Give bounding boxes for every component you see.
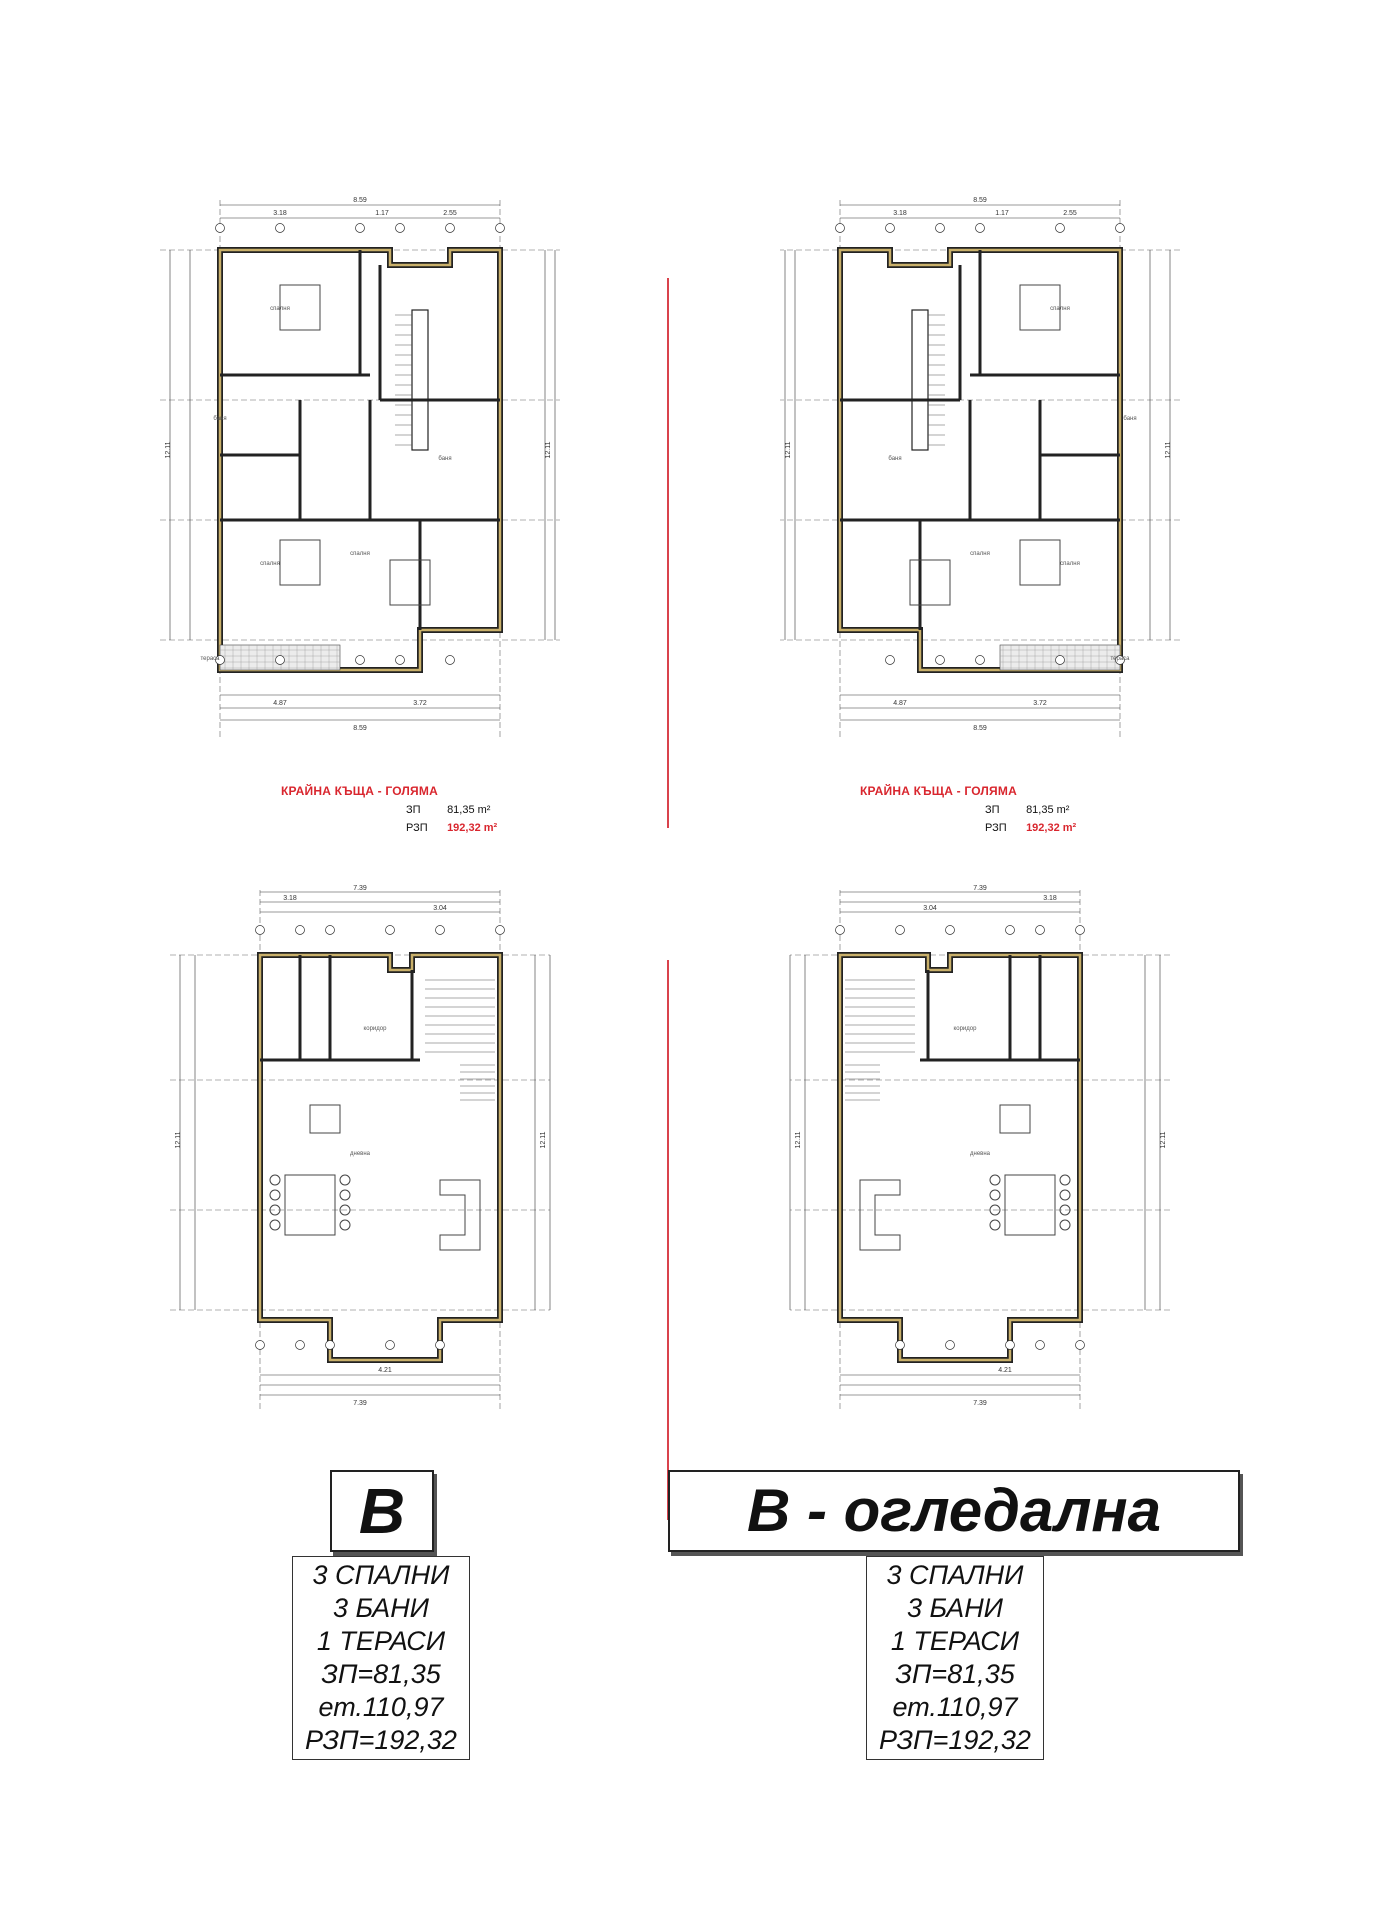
grid-bubble (1036, 926, 1045, 935)
bed-icon (910, 560, 950, 605)
staircase (912, 310, 928, 450)
chair-icon (990, 1175, 1000, 1185)
sofa-icon (440, 1180, 480, 1250)
caption-zp-value: 81,35 m² (447, 804, 491, 816)
caption-zp-row (985, 804, 1160, 816)
dining-table-icon (285, 1175, 335, 1235)
dim-label: 3.18 (273, 210, 287, 217)
dim-label: 3.72 (413, 700, 427, 707)
chair-icon (270, 1175, 280, 1185)
dim-label: 2.55 (1063, 210, 1077, 217)
dim-label: 3.18 (893, 210, 907, 217)
grid-bubble (976, 656, 985, 665)
caption-zp-value: 81,35 m² (1026, 804, 1070, 816)
dining-table-icon (1005, 1175, 1055, 1235)
chair-icon (270, 1190, 280, 1200)
room-label: баня (213, 416, 227, 422)
grid-bubble (896, 1341, 905, 1350)
grid-bubble (1006, 1341, 1015, 1350)
table-icon (1000, 1105, 1030, 1133)
dim-label: 4.87 (893, 700, 907, 707)
grid-bubble (296, 926, 305, 935)
grid-bubble (446, 656, 455, 665)
divider-line-lower (667, 960, 669, 1520)
dim-label: 12.11 (1160, 1131, 1167, 1149)
grid-bubble (1006, 926, 1015, 935)
room-label: коридор (363, 1026, 387, 1032)
grid-bubble (836, 224, 845, 233)
grid-bubble (836, 926, 845, 935)
chair-icon (340, 1190, 350, 1200)
room-label: спалня (270, 306, 290, 312)
spec-line: ет.110,97 (892, 1692, 1018, 1722)
sofa-icon (860, 1180, 900, 1250)
divider-line-upper (667, 278, 669, 828)
grid-bubble (436, 1341, 445, 1350)
dim-label: 12.11 (785, 441, 792, 459)
grid-bubble (326, 926, 335, 935)
caption-rzp-value: 192,32 m² (447, 822, 498, 834)
plan-caption-left (281, 784, 581, 834)
grid-bubble (356, 224, 365, 233)
floor-plan-lower-left (150, 880, 570, 1420)
dim-label: 7.39 (353, 1400, 367, 1407)
dim-label: 3.18 (1043, 895, 1057, 902)
grid-bubble (946, 1341, 955, 1350)
chair-icon (1060, 1220, 1070, 1230)
spec-box-left (292, 1556, 470, 1760)
spec-line: 3 БАНИ (906, 1593, 1004, 1623)
ground-floor-plan-svg (770, 880, 1190, 1420)
grid-bubble (396, 224, 405, 233)
room-label: коридор (953, 1026, 977, 1032)
spec-line: ЗП=81,35 (895, 1659, 1015, 1689)
caption-zp-label: ЗП (985, 804, 1000, 816)
grid-bubble (1036, 1341, 1045, 1350)
table-icon (310, 1105, 340, 1133)
plan-labels (795, 885, 1167, 1407)
grid-bubble (896, 926, 905, 935)
grid-bubble (1056, 656, 1065, 665)
grid-bubble (256, 1341, 265, 1350)
grid-bubble (1076, 926, 1085, 935)
spec-line: 3 СПАЛНИ (886, 1560, 1024, 1590)
dim-label: 3.04 (433, 905, 447, 912)
chair-icon (340, 1175, 350, 1185)
caption-title: КРАЙНА КЪЩА - ГОЛЯМА (281, 784, 438, 798)
dim-label: 2.55 (443, 210, 457, 217)
room-label: баня (888, 456, 902, 462)
bed-icon (1020, 540, 1060, 585)
grid-bubble (396, 656, 405, 665)
room-label: спалня (260, 561, 280, 567)
dim-label: 7.39 (973, 1400, 987, 1407)
grid-bubble (496, 224, 505, 233)
floor-plan-upper-right (770, 190, 1190, 750)
grid-bubble (436, 926, 445, 935)
dim-label: 12.11 (540, 1131, 547, 1149)
plan-labels (175, 885, 547, 1407)
caption-rzp-value: 192,32 m² (1026, 822, 1077, 834)
dim-label: 7.39 (973, 885, 987, 892)
grid-bubble (1076, 1341, 1085, 1350)
room-label: тераса (200, 656, 220, 662)
spec-line: 3 СПАЛНИ (312, 1560, 450, 1590)
dim-label: 3.72 (1033, 700, 1047, 707)
room-label: дневна (350, 1151, 370, 1157)
bed-icon (390, 560, 430, 605)
room-label: баня (1123, 416, 1137, 422)
floor-plan-lower-right (770, 880, 1190, 1420)
grid-bubble (946, 926, 955, 935)
dim-label: 4.87 (273, 700, 287, 707)
caption-zp-label: ЗП (406, 804, 421, 816)
chair-icon (990, 1190, 1000, 1200)
dim-label: 1.17 (995, 210, 1009, 217)
grid-bubble (296, 1341, 305, 1350)
grid-bubble (496, 926, 505, 935)
room-label: спалня (350, 551, 370, 557)
dim-label: 7.39 (353, 885, 367, 892)
plan-group (170, 890, 550, 1410)
dim-label: 12.11 (165, 441, 172, 459)
room-label: спалня (970, 551, 990, 557)
grid-bubble (356, 656, 365, 665)
spec-line: 3 БАНИ (332, 1593, 430, 1623)
dim-label: 3.04 (923, 905, 937, 912)
spec-line: 1 ТЕРАСИ (890, 1626, 1020, 1656)
caption-rzp-label: РЗП (406, 822, 428, 834)
dim-label: 1.17 (375, 210, 389, 217)
spec-line: 1 ТЕРАСИ (316, 1626, 446, 1656)
room-label: спалня (1060, 561, 1080, 567)
room-label: спалня (1050, 306, 1070, 312)
dim-label: 4.21 (998, 1367, 1012, 1374)
plan-group (790, 890, 1170, 1410)
chair-icon (990, 1220, 1000, 1230)
spec-line: РЗП=192,32 (305, 1725, 457, 1755)
dim-label: 4.21 (378, 1367, 392, 1374)
chair-icon (1060, 1175, 1070, 1185)
grid-bubble (326, 1341, 335, 1350)
grid-bubble (276, 224, 285, 233)
grid-bubble (976, 224, 985, 233)
grid-bubble (446, 224, 455, 233)
room-label: баня (438, 456, 452, 462)
staircase (412, 310, 428, 450)
grid-bubble (216, 224, 225, 233)
grid-bubble (276, 656, 285, 665)
dim-label: 12.11 (545, 441, 552, 459)
grid-bubble (936, 224, 945, 233)
spec-line: ет.110,97 (318, 1692, 444, 1722)
upper-floor-plan-svg (150, 190, 570, 750)
plan-caption-right (860, 784, 1160, 834)
dim-label: 8.59 (353, 197, 367, 204)
upper-floor-plan-svg (770, 190, 1190, 750)
chair-icon (1060, 1190, 1070, 1200)
caption-title: КРАЙНА КЪЩА - ГОЛЯМА (860, 784, 1017, 798)
room-label: тераса (1110, 656, 1130, 662)
house-type-label-right: В - огледална (668, 1470, 1240, 1552)
dim-label: 8.59 (973, 725, 987, 732)
bed-icon (280, 540, 320, 585)
dim-label: 12.11 (795, 1131, 802, 1149)
grid-bubble (936, 656, 945, 665)
dim-label: 8.59 (973, 197, 987, 204)
caption-rzp-row (985, 822, 1160, 834)
spec-box-right (866, 1556, 1044, 1760)
grid-bubble (386, 926, 395, 935)
caption-rzp-row (406, 822, 581, 834)
dim-label: 3.18 (283, 895, 297, 902)
dim-label: 12.11 (175, 1131, 182, 1149)
grid-bubble (886, 656, 895, 665)
spec-line: ЗП=81,35 (321, 1659, 441, 1689)
grid-bubble (1056, 224, 1065, 233)
plan-group (160, 200, 560, 740)
grid-bubble (386, 1341, 395, 1350)
room-label: дневна (970, 1151, 990, 1157)
dim-label: 8.59 (353, 725, 367, 732)
caption-rzp-label: РЗП (985, 822, 1007, 834)
dim-label: 12.11 (1165, 441, 1172, 459)
grid-bubble (256, 926, 265, 935)
spec-line: РЗП=192,32 (879, 1725, 1031, 1755)
chair-icon (340, 1220, 350, 1230)
chair-icon (270, 1220, 280, 1230)
grid-bubble (886, 224, 895, 233)
grid-bubble (1116, 224, 1125, 233)
floor-plan-upper-left (150, 190, 570, 750)
ground-floor-plan-svg (150, 880, 570, 1420)
caption-zp-row (406, 804, 581, 816)
house-type-label-left: В (330, 1470, 434, 1552)
